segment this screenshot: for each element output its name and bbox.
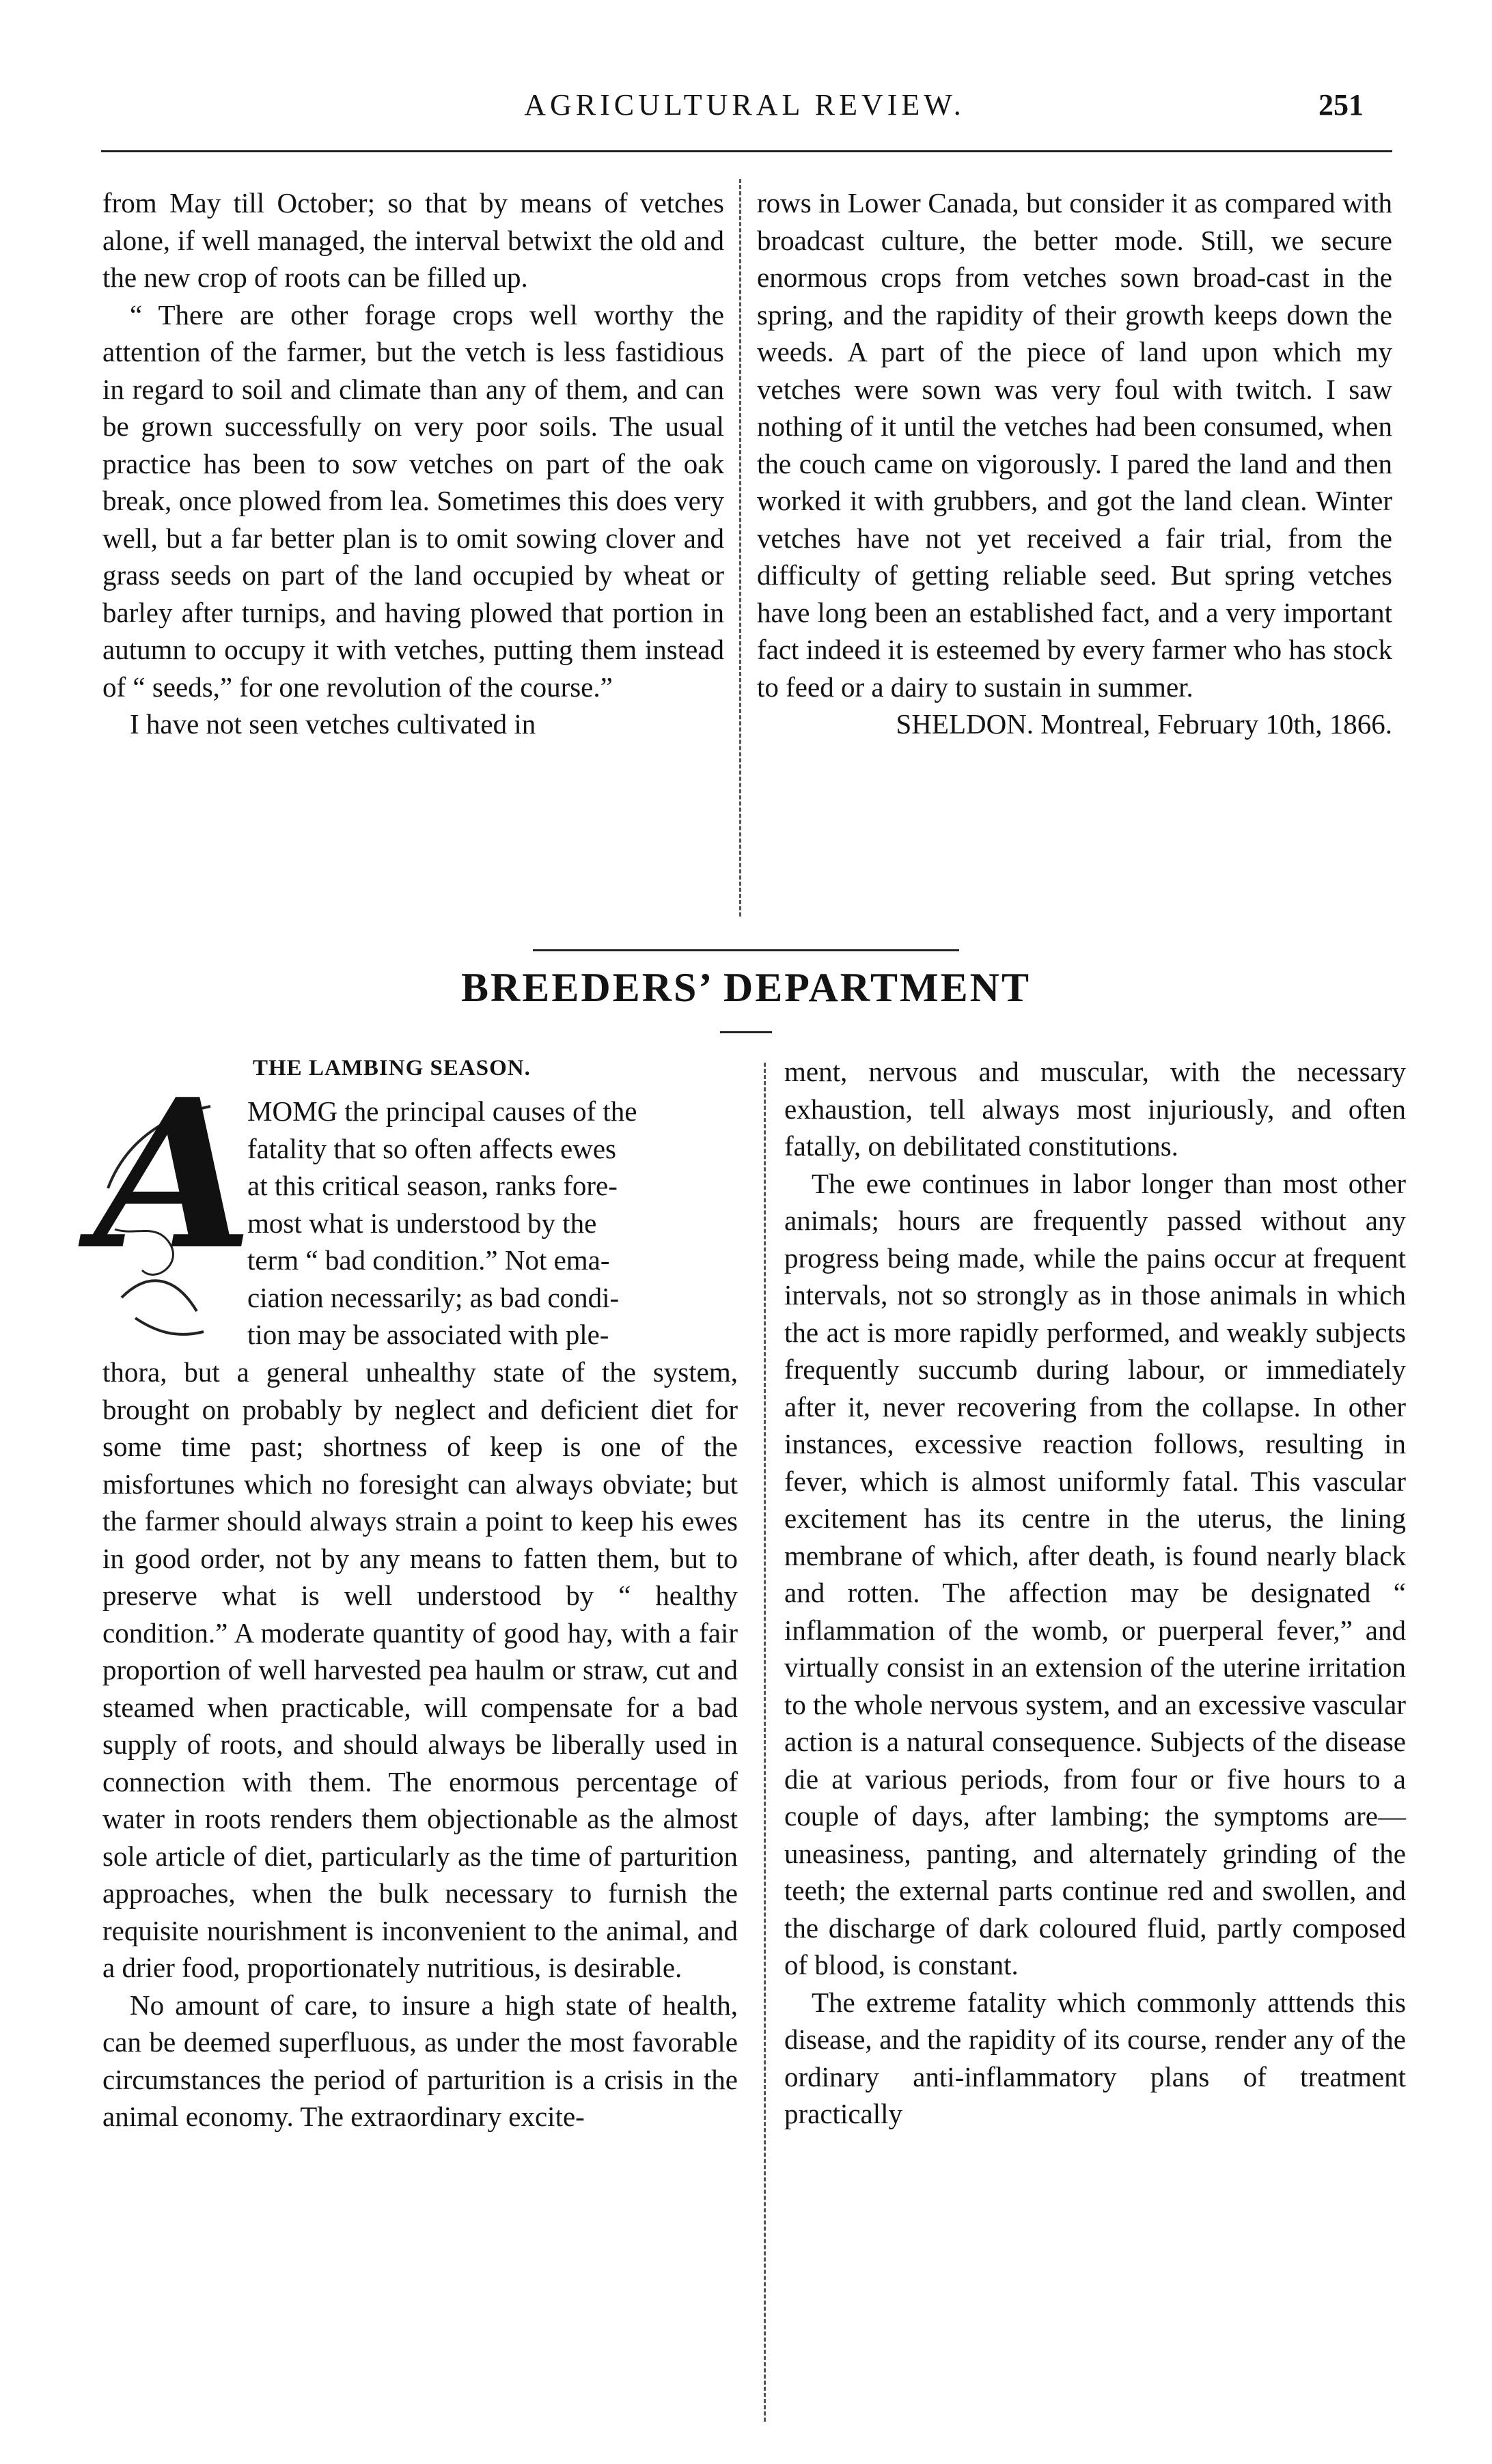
signature: SHELDON. Montreal, February 10th, 1866.: [896, 708, 1392, 740]
page-number: 251: [1318, 88, 1364, 122]
column-divider: [764, 1063, 766, 2422]
drop-cap-letter: A: [94, 1054, 253, 1295]
running-header-title: AGRICULTURAL REVIEW.: [524, 88, 965, 122]
section-title-underline: [720, 1031, 772, 1033]
header-rule: [101, 150, 1392, 152]
paragraph: I have not seen vetches cultivated in: [130, 708, 536, 740]
section-title: BREEDERS’ DEPARTMENT: [460, 965, 1032, 1010]
dropcap-text: [247, 1093, 738, 1354]
top-left-column: [102, 184, 724, 743]
paragraph: ment, nervous and muscular, with the necessary exhaustion, tell always most injuriously, and often fatally, on debilitated constitutions.: [784, 1056, 1406, 1162]
text-line: most what is understood by the: [247, 1207, 597, 1239]
drop-cap: [94, 1054, 253, 1352]
paragraph: The extreme fatality which commonly atttends this disease, and the rapidity of its course, render any of the ordinary anti-inflammatory plans of treatment practically: [784, 1986, 1406, 2129]
text-line: at this critical season, ranks fore-: [247, 1170, 618, 1201]
section-rule: [533, 949, 959, 951]
text-line: ciation necessarily; as bad condi-: [247, 1281, 620, 1313]
paragraph: The ewe continues in labor longer than most other animals; hours are frequently passed without any progress being made, while the pains occur at frequent intervals, not so strongly as in those animals in which the act is more rapidly performed, and weakly subjects frequently succumb during labour, or immediately after it, never recovering from the collapse. In other instances, excessive reaction follows, resulting in fever, which is almost uniformly fatal. This vascular excitement has its centre in the uterus, the lining membrane of which, after death, is found nearly black and rotten. The affection may be designated “ inflammation of the womb, or puerperal fever,” and virtually consist in an extension of the uterine irritation to the whole nervous system, and an excessive vascular action is a natural consequence. Subjects of the disease die at various periods, from four or five hours to a couple of days, after lambing; the symptoms are—uneasiness, panting, and alternately grinding of the teeth; the external parts continue red and swollen, and the discharge of dark coloured fluid, partly composed of blood, is constant.: [784, 1167, 1406, 1980]
paragraph: No amount of care, to insure a high state of health, can be deemed superfluous, as under the most favorable circumstances the period of parturition is a crisis in the animal economy. The extraordinary excite-: [102, 1989, 738, 2132]
text-line: tion may be associated with ple-: [247, 1319, 609, 1350]
bottom-left-column: [102, 1354, 738, 2136]
text-line: term “ bad condition.” Not ema-: [247, 1244, 610, 1276]
bottom-right-column: [784, 1053, 1406, 2133]
paragraph: rows in Lower Canada, but consider it as compared with broadcast culture, the better mode. Still, we secure enormous crops from vetches sown broad-cast in the spring, and the rapidity of their growth keeps down the weeds. A part of the piece of land upon which my vetches were sown was very foul with twitch. I saw nothing of it until the vetches had been consumed, when the couch came on vigorously. I pared the land and then worked it with grubbers, and got the land clean. Winter vetches have not yet received a fair trial, from the difficulty of getting reliable seed. But spring vetches have long been an established fact, and a very important fact indeed it is esteemed by every farmer who has stock to feed or a dairy to sustain in summer.: [757, 187, 1392, 703]
text-line: fatality that so often affects ewes: [247, 1132, 617, 1164]
paragraph: “ There are other forage crops well worthy the attention of the farmer, but the vetch is less fastidious in regard to soil and climate than any of them, and can be grown successfully on very poor soils. The usual practice has been to sow vetches on part of the oak break, once plowed from lea. Sometimes this does very well, but a far better plan is to omit sowing clover and grass seeds on part of the land occupied by wheat or barley after turnips, and having plowed that portion in autumn to occupy it with vetches, putting them instead of “ seeds,” for one revolution of the course.”: [102, 298, 724, 703]
paragraph: thora, but a general unhealthy state of the system, brought on probably by neglect and deficient diet for some time past; shortness of keep is one of the misfortunes which no foresight can always obviate; but the farmer should always strain a point to keep his ewes in good order, not by any means to fatten them, but to preserve what is well understood by “ healthy condition.” A moderate quantity of good hay, with a fair proportion of well harvested pea haulm or straw, cut and steamed when practicable, will compensate for a bad supply of roots, and should always be liberally used in connection with them. The enormous percentage of water in roots renders them objectionable as the almost sole article of diet, particularly as the time of parturition approaches, when the bulk necessary to furnish the requisite nourishment is inconvenient to the animal, and a drier food, proportionately nutritious, is desirable.: [102, 1356, 738, 1983]
column-divider: [739, 179, 741, 916]
text-line: MOMG the principal causes of the: [247, 1095, 637, 1127]
paragraph: from May till October; so that by means of vetches alone, if well managed, the interval betwixt the old and the new crop of roots can be filled up.: [102, 187, 724, 293]
top-right-column: [757, 184, 1392, 743]
article-title: THE LAMBING SEASON.: [253, 1056, 531, 1080]
